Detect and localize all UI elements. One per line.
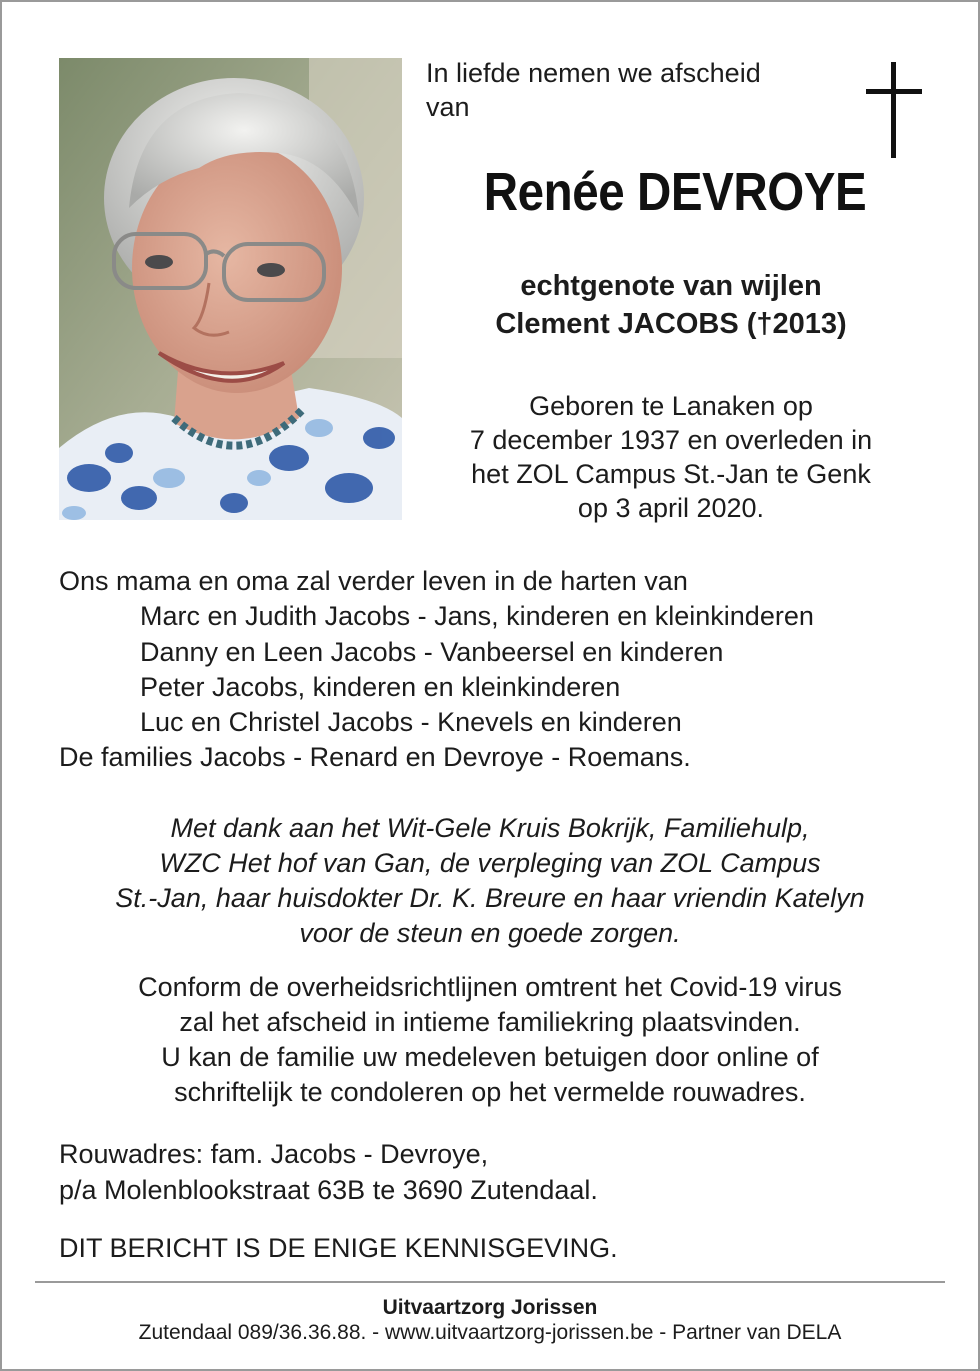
covid-line: U kan de familie uw medeleven betuigen door online of xyxy=(161,1042,819,1072)
address-line: Rouwadres: fam. Jacobs - Devroye, xyxy=(59,1139,489,1169)
thanks-line: St.-Jan, haar huisdokter Dr. K. Breure en haar vriendin Katelyn xyxy=(115,883,865,913)
sole-notice: DIT BERICHT IS DE ENIGE KENNISGEVING. xyxy=(59,1233,618,1263)
covid-notice xyxy=(40,970,940,1110)
intro-text xyxy=(426,56,846,124)
survivors-lead: Ons mama en oma zal verder leven in de harten van xyxy=(59,566,688,596)
mourning-address xyxy=(59,1136,939,1208)
spouse-line: echtgenote van wijlen xyxy=(520,270,822,302)
survivors-list xyxy=(59,564,959,776)
thanks-line: WZC Het hof van Gan, de verpleging van ZOL Campus xyxy=(159,848,821,878)
spouse-line: Clement JACOBS (†2013) xyxy=(495,308,847,340)
birth-line: 7 december 1937 en overleden in xyxy=(469,425,873,455)
covid-line: Conform de overheidsrichtlijnen omtrent het Covid-19 virus xyxy=(138,972,842,1002)
cross-icon xyxy=(866,62,922,158)
birth-line: het ZOL Campus St.-Jan te Genk xyxy=(471,459,871,489)
family-line: Marc en Judith Jacobs - Jans, kinderen en kleinkinderen xyxy=(140,601,814,632)
family-line: Luc en Christel Jacobs - Knevels en kinderen xyxy=(140,707,682,738)
intro-line: In liefde nemen we afscheid xyxy=(426,58,761,88)
thanks-line: Met dank aan het Wit-Gele Kruis Bokrijk, Familiehulp, xyxy=(170,813,810,843)
birth-line: op 3 april 2020. xyxy=(577,493,765,523)
funeral-home-name: Uitvaartzorg Jorissen xyxy=(382,1296,598,1319)
spouse-info xyxy=(430,267,912,343)
footer-divider xyxy=(35,1281,945,1283)
intro-line: van xyxy=(426,92,470,122)
covid-line: zal het afscheid in intieme familiekring plaatsvinden. xyxy=(179,1007,801,1037)
family-line: Danny en Leen Jacobs - Vanbeersel en kinderen xyxy=(140,636,724,667)
address-line: p/a Molenblookstraat 63B te 3690 Zutendaal. xyxy=(59,1175,598,1205)
survivors-closing: De families Jacobs - Renard en Devroye - Roemans. xyxy=(59,742,691,773)
thanks-line: voor de steun en goede zorgen. xyxy=(299,918,681,948)
birth-death-info xyxy=(430,389,912,525)
thanks-text xyxy=(40,811,940,951)
family-line: Peter Jacobs, kinderen en kleinkinderen xyxy=(140,671,621,702)
portrait-photo xyxy=(59,58,402,520)
birth-line: Geboren te Lanaken op xyxy=(529,391,813,421)
funeral-home-contact: Zutendaal 089/36.36.88. - www.uitvaartzorg-jorissen.be - Partner van DELA xyxy=(138,1321,842,1344)
deceased-name: Renée DEVROYE xyxy=(483,162,867,222)
covid-line: schriftelijk te condoleren op het vermelde rouwadres. xyxy=(174,1077,806,1107)
